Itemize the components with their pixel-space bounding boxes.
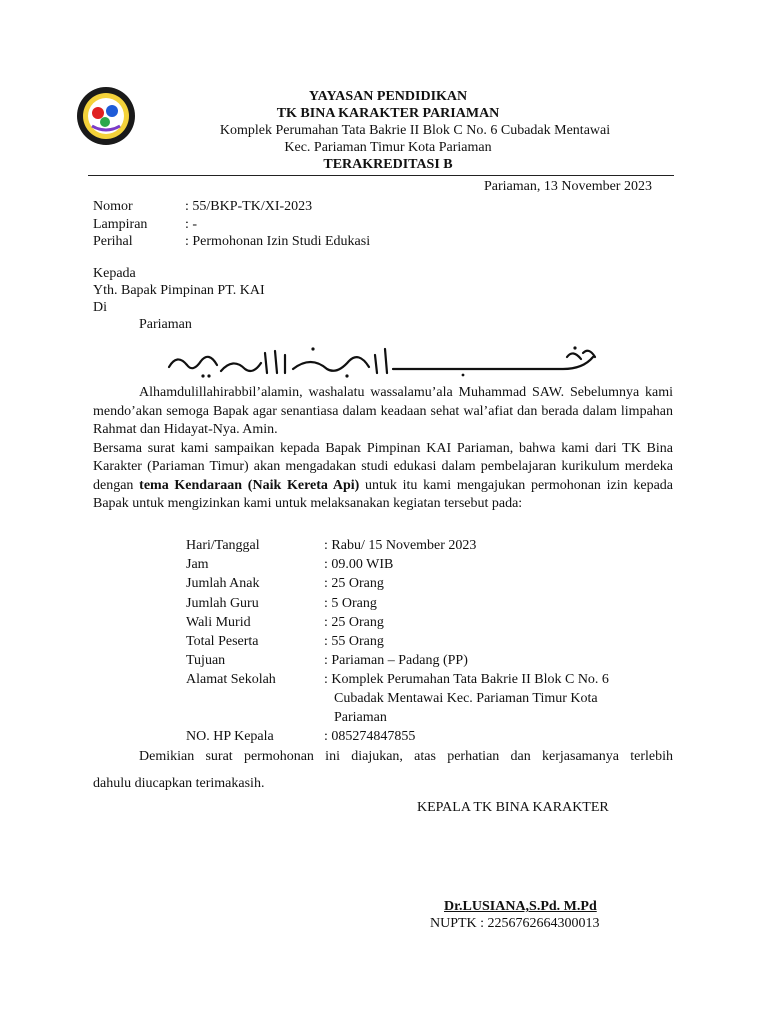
bismillah-calligraphy [163,343,603,381]
date-place: Pariaman, 13 November 2023 [484,179,652,194]
detail-value-address-1: : Komplek Perumahan Tata Bakrie II Blok C No. 6 [324,672,609,687]
header-divider [88,175,674,176]
detail-value-address-3: Pariaman [334,710,387,725]
detail-label-phone: NO. HP Kepala [186,729,274,744]
detail-value-children: : 25 Orang [324,576,384,591]
detail-label-date: Hari/Tanggal [186,538,260,553]
body-text [93,384,673,514]
school-name: TK BINA KARAKTER PARIAMAN [276,106,500,121]
detail-label-time: Jam [186,557,209,572]
meta-label-nomor: Nomor [93,199,133,214]
detail-value-date: : Rabu/ 15 November 2023 [324,538,477,553]
detail-label-children: Jumlah Anak [186,576,260,591]
closing-line-2: dahulu diucapkan terimakasih. [93,776,265,791]
address-line-1: Komplek Perumahan Tata Bakrie II Blok C No. 6 Cubadak Mentawai [219,123,611,138]
detail-label-teachers: Jumlah Guru [186,596,259,611]
detail-value-address-2: Cubadak Mentawai Kec. Pariaman Timur Kota [334,691,598,706]
recipient-city: Pariaman [139,317,192,332]
recipient-di: Di [93,300,107,315]
meta-value-perihal: : Permohonan Izin Studi Edukasi [185,234,371,249]
meta-value-nomor: : 55/BKP-TK/XI-2023 [185,199,313,214]
detail-label-total: Total Peserta [186,634,259,649]
detail-value-phone: : 085274847855 [324,729,416,744]
signature-title: KEPALA TK BINA KARAKTER [417,800,609,815]
recipient-kepada: Kepada [93,266,136,281]
paragraph-greeting: Alhamdulillahirabbil’alamin, washalatu wassalamu’ala Muhammad SAW. Sebelumnya kami mendo’akan semoga Bapak agar senantiasa dalam keadaan sehat wal’afiat dan berada dalam limpahan Rahmat dan Hidayat-Nya. Amin. [93,385,673,437]
detail-value-destination: : Pariaman – Padang (PP) [324,653,468,668]
theme-highlight: tema Kendaraan (Naik Kereta Api) [139,477,360,493]
foundation-name: YAYASAN PENDIDIKAN [308,89,468,104]
recipient-name: Yth. Bapak Pimpinan PT. KAI [93,283,265,298]
closing-line-1: Demikian surat permohonan ini diajukan, atas perhatian dan kerjasamanya terlebih [139,749,673,764]
meta-label-lampiran: Lampiran [93,217,148,232]
signature-name: Dr.LUSIANA,S.Pd. M.Pd [444,899,597,914]
paragraph-request-start: Bersama surat kami sampaikan kepada Bapak Pimpinan KAI Pariaman, bahwa kami dari TK Bina Karakter (Pariaman Timur) akan mengadakan studi edukasi dalam pembelajaran kurikulum merdeka dengan [93,440,673,493]
meta-label-perihal: Perihal [93,234,133,249]
detail-label-destination: Tujuan [186,653,226,668]
detail-label-parents: Wali Murid [186,615,251,630]
paragraph-request [93,440,673,514]
paragraph-request-end: untuk itu kami mengajukan permohonan izin kepada Bapak untuk mengizinkan kami untuk melaksanakan kegiatan tersebut pada: [93,477,673,511]
detail-value-parents: : 25 Orang [324,615,384,630]
detail-value-time: : 09.00 WIB [324,557,394,572]
detail-label-address: Alamat Sekolah [186,672,276,687]
detail-value-total: : 55 Orang [324,634,384,649]
detail-value-teachers: : 5 Orang [324,596,377,611]
meta-value-lampiran: : - [185,217,198,232]
accreditation: TERAKREDITASI B [323,157,453,172]
address-line-2: Kec. Pariaman Timur Kota Pariaman [284,140,492,155]
signature-nuptk: NUPTK : 2256762664300013 [430,916,600,931]
